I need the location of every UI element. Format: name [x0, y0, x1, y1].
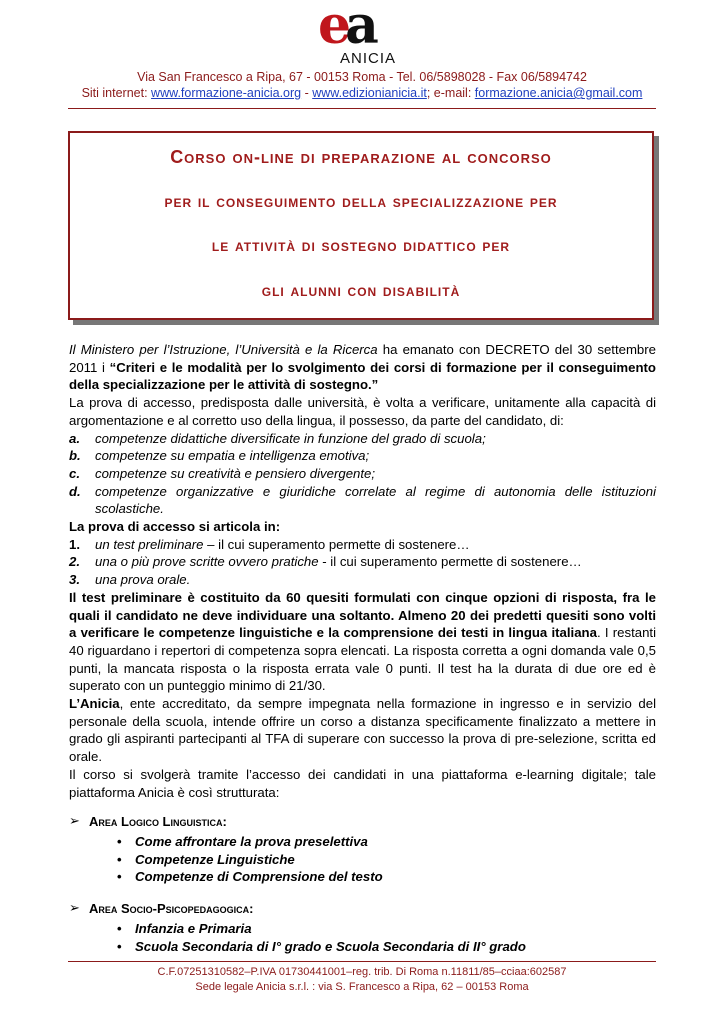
list-item: [69, 465, 656, 483]
title-line-2: per il conseguimento della specializzazione per: [164, 192, 558, 211]
title-line-4: gli alunni con disabilità: [261, 281, 461, 300]
footer-divider: [68, 961, 656, 962]
anicia-paragraph: [69, 695, 656, 766]
arrow-right-icon: ➢: [69, 900, 80, 916]
bullet-item: [69, 938, 656, 956]
list-marker: d.: [69, 483, 81, 499]
competences-list: [69, 430, 656, 519]
bullet-item: [69, 833, 656, 851]
platform-paragraph: Il corso si svolgerà tramite l’accesso dei candidati in una piattaforma e-learning digitale; tale piattaforma Anicia è così strutturata:: [69, 766, 656, 800]
bullet-icon: •: [117, 938, 122, 954]
list-item: [69, 536, 656, 554]
bullet-icon: •: [117, 920, 122, 936]
decree-title: “Criteri e le modalità per lo svolgimento dei corsi di formazione per il conseguimento della specializzazione per le attività di sostegno.”: [69, 359, 656, 393]
access-paragraph: La prova di accesso, predisposta dalle università, è volta a verificare, unitamente alla capacità di argomentazione e al corretto uso della lingua, il possesso, da parte del candidato, di:: [69, 395, 656, 428]
bullet-text: Come affrontare la prova preselettiva: [135, 833, 368, 849]
header-address: Via San Francesco a Ripa, 67 - 00153 Roma - Tel. 06/5898028 - Fax 06/5894742: [137, 70, 587, 84]
list-marker: b.: [69, 448, 81, 464]
list-item-italic: una prova orale.: [95, 572, 191, 588]
footer-fiscal-info: C.F.07251310582–P.IVA 01730441001–reg. trib. Di Roma n.11811/85–cciaa:602587: [157, 966, 567, 978]
bullet-item: [69, 868, 656, 886]
bullet-text: Competenze di Comprensione del testo: [135, 869, 383, 885]
list-item-text: competenze su empatia e intelligenza emotiva;: [95, 448, 370, 464]
list-item-text: - il cui superamento permette di sostenere…: [318, 554, 582, 570]
bullet-item: [69, 851, 656, 869]
ea-logo-icon: ea: [318, 0, 373, 56]
test-bold-text: Il test preliminare è costituito da 60 quesiti formulati con cinque opzioni di risposta, fra le quali il candidato ne deve individuare una soltanto. Almeno 20 dei predetti quesiti sono volti a verificare le competenze linguistiche e la comprensione dei testi in lingua italiana: [69, 589, 656, 641]
site-link-formazione[interactable]: www.formazione-anicia.org: [151, 86, 302, 100]
anicia-text: , ente accreditato, da sempre impegnata nella formazione in ingresso e in servizio del personale della scuola, intende offrire un corso a distanza specificamente finalizzato a mettere in grado gli aspiranti partecipanti al TFA di superare con successo la prova di pre-selezione, scritta ed orale.: [69, 696, 656, 765]
test-text: . I restanti 40 riguardano i repertori di competenza sopra elencati. La risposta corretta a ogni domanda vale 0,5 punti, la mancata risposta o la risposta errata vale 0 punti. Il test ha la durata di due ore ed è superato con un punteggio minimo di 21/30.: [69, 625, 656, 694]
test-paragraph: [69, 589, 656, 695]
list-marker: 1.: [69, 536, 80, 552]
intro-paragraph: [69, 341, 656, 394]
ministry-name: Il Ministero per l’Istruzione, l’Università e la Ricerca: [69, 342, 378, 357]
intro-text: ha emanato con DECRETO del 30 settembre 2011 i: [69, 342, 656, 375]
header-contacts: [0, 86, 724, 100]
logo-name: ANICIA: [340, 50, 397, 67]
list-item-text: competenze organizzative e giuridiche correlate al regime di autonomia delle istituzioni scolastiche.: [95, 483, 656, 517]
header-divider: [68, 108, 656, 109]
title-line-1: Corso on-line di preparazione al concorso: [170, 147, 552, 167]
area-heading: [69, 813, 656, 833]
separator: -: [301, 86, 313, 100]
anicia-logo: [300, 0, 425, 67]
bullet-text: Competenze Linguistiche: [135, 851, 295, 867]
list-marker: 3.: [69, 572, 80, 588]
document-body: [69, 341, 656, 955]
list-item-italic: una o più prove scritte ovvero pratiche: [95, 554, 319, 570]
site-link-edizioni[interactable]: www.edizionianicia.it: [312, 86, 427, 100]
email-link[interactable]: formazione.anicia@gmail.com: [474, 86, 643, 100]
list-marker: c.: [69, 465, 80, 481]
area-title: Area Socio-Psicopedagogica:: [89, 901, 254, 917]
list-item-text: competenze didattiche diversificate in funzione del grado di scuola;: [95, 430, 486, 446]
list-item: [69, 430, 656, 448]
title-line-3: le attività di sostegno didattico per: [211, 236, 511, 255]
email-label: ; e-mail:: [426, 86, 475, 100]
list-item-text: competenze su creatività e pensiero divergente;: [95, 465, 376, 481]
anicia-name: L’Anicia: [69, 696, 120, 712]
bullet-icon: •: [117, 869, 122, 885]
area-section: [69, 813, 656, 886]
bullet-text: Infanzia e Primaria: [135, 920, 252, 936]
list-item: [69, 483, 656, 518]
area-section: [69, 900, 656, 955]
bullet-item: [69, 920, 656, 938]
list-item-italic: un test preliminare: [95, 536, 204, 552]
list-marker: 2.: [69, 554, 80, 570]
list-item: [69, 447, 656, 465]
area-title: Area Logico Linguistica:: [89, 814, 227, 830]
arrow-right-icon: ➢: [69, 813, 80, 829]
list-item: [69, 571, 656, 589]
sites-label: Siti internet:: [81, 86, 152, 100]
list-item-text: – il cui superamento permette di sostenere…: [203, 536, 470, 552]
bullet-icon: •: [117, 833, 122, 849]
list-item: [69, 553, 656, 571]
footer-legal-address: Sede legale Anicia s.r.l. : via S. Francesco a Ripa, 62 – 00153 Roma: [195, 981, 529, 993]
list-marker: a.: [69, 430, 80, 446]
bullet-icon: •: [117, 851, 122, 867]
area-heading: [69, 900, 656, 920]
structure-list: [69, 536, 656, 589]
structure-heading: La prova di accesso si articola in:: [69, 519, 281, 535]
course-title-box: [68, 131, 654, 320]
bullet-text: Scuola Secondaria di I° grado e Scuola Secondaria di II° grado: [135, 938, 526, 954]
